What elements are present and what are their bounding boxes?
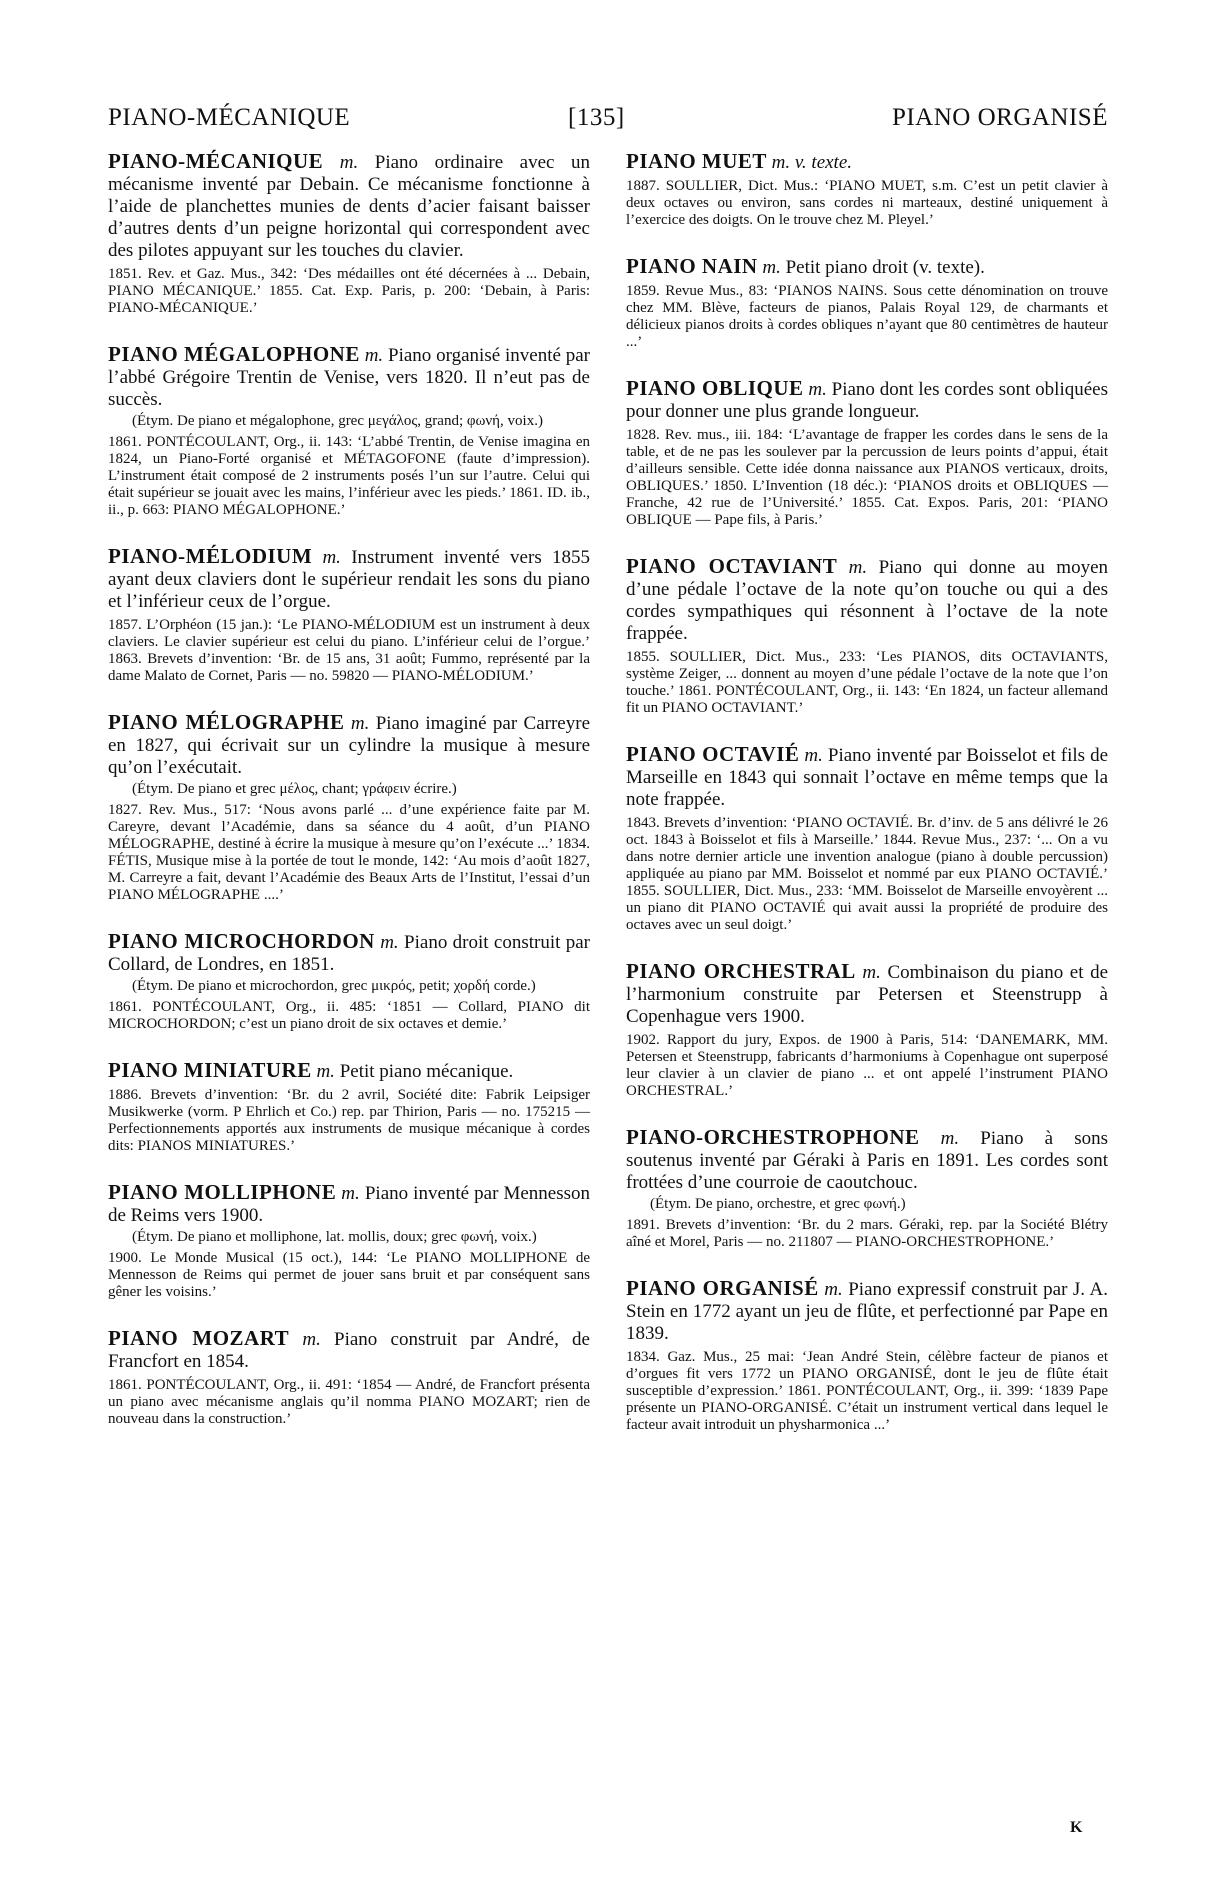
entry-headword: PIANO ORGANISÉ bbox=[626, 1276, 819, 1300]
dictionary-entry bbox=[108, 343, 590, 519]
entry-definition bbox=[108, 1327, 590, 1373]
entry-definition-text: Instrument inventé vers 1855 ayant deux claviers dont le supérieur rendait les sons du piano et l’inférieur ceux de l’orgue. bbox=[108, 547, 591, 612]
entry-gram: m. bbox=[940, 1128, 960, 1149]
entry-gram: m. bbox=[339, 152, 359, 173]
running-head-right: PIANO ORGANISÉ bbox=[891, 104, 1108, 131]
entry-headword: PIANO OCTAVIANT bbox=[626, 554, 838, 578]
entry-definition bbox=[108, 1181, 590, 1227]
entry-definition bbox=[108, 343, 590, 411]
entry-gram: m. bbox=[762, 257, 781, 278]
entry-citations: 1828. Rev. mus., iii. 184: ‘L’avantage de frapper les cordes dans le sens de la table, et de ne pas les soulever par la percussion de leurs points d’appui, était d’ailleurs sensible. Cette idée donna naissance aux PIANOS verticaux, droits, OBLIQUES.’ 1850. L’Invention (18 déc.): ‘PIANOS droits et OBLIQUES — Franche, 42 rue de l’Université.’ 1855. Cat. Expos. Paris, 201: ‘PIANO OBLIQUE — Pape fils, à Paris.’ bbox=[626, 427, 1108, 528]
entry-headword: PIANO MOLLIPHONE bbox=[108, 1180, 337, 1204]
entry-gram: m. bbox=[364, 345, 384, 366]
entry-citations: 1891. Brevets d’invention: ‘Br. du 2 mars. Géraki, rep. par la Société Blétry aîné et Morel, Paris — no. 211807 — PIANO-ORCHESTROPHONE.’ bbox=[626, 1217, 1108, 1250]
entry-definition bbox=[108, 1059, 590, 1083]
entry-citations: 1861. PONTÉCOULANT, Org., ii. 485: ‘1851 — Collard, PIANO dit MICROCHORDON; c’est un piano droit de six octaves et demie.’ bbox=[108, 999, 590, 1032]
entry-headword: PIANO MICROCHORDON bbox=[108, 929, 375, 953]
entry-citations: 1855. SOULLIER, Dict. Mus., 233: ‘Les PIANOS, dits OCTAVIANTS, système Zeiger, ... donnent au moyen d’une pédale l’octave de la note que l’on touche.’ 1861. PONTÉCOULANT, Org., ii. 143: ‘En 1824, un facteur allemand fit un PIANO OCTAVIANT.’ bbox=[626, 649, 1108, 716]
entry-citations: 1900. Le Monde Musical (15 oct.), 144: ‘Le PIANO MOLLIPHONE de Mennesson de Reims qui permet de jouer sans bruit et par conséquent sans gêner les voisins.’ bbox=[108, 1250, 590, 1300]
right-column bbox=[626, 150, 1108, 1460]
entry-definition bbox=[626, 555, 1108, 645]
dictionary-entry bbox=[108, 545, 590, 685]
dictionary-entry bbox=[626, 377, 1108, 529]
entry-definition-text: Piano qui donne au moyen d’une pédale l’octave de la note qu’on touche ou qui a des cordes sympathiques qui résonnent à l’octave de la note frappée. bbox=[626, 557, 1109, 644]
entry-definition-text: Piano construit par André, de Francfort en 1854. bbox=[108, 1329, 590, 1372]
entry-definition bbox=[108, 150, 590, 262]
entry-definition bbox=[108, 711, 590, 779]
entry-citations: 1861. PONTÉCOULANT, Org., ii. 143: ‘L’abbé Trentin, de Venise imagina en 1824, un Piano-Forté organisé et MÉTAGOFONE (faute d’impression). L’instrument était composé de 2 instruments posés l’un sur l’autre. Celui qui était supérieur se jouait avec les mains, l’inférieur avec les pieds.’ 1861. ID. ib., ii., p. 663: PIANO MÉGALOPHONE.’ bbox=[108, 434, 590, 518]
entry-etymology: (Étym. De piano et grec μέλος, chant; γράφειν écrire.) bbox=[132, 781, 457, 797]
entry-gram: m. bbox=[862, 962, 881, 983]
entry-citations: 1887. SOULLIER, Dict. Mus.: ‘PIANO MUET, s.m. C’est un petit clavier à deux octaves ou environ, sans cordes ni marteaux, destiné uniquement à l’exercice des doigts. On le trouve chez M. Pleyel.’ bbox=[626, 178, 1108, 228]
entry-definition bbox=[108, 930, 590, 976]
entry-gram: m. bbox=[848, 557, 868, 578]
entry-definition bbox=[626, 960, 1108, 1028]
entry-definition bbox=[626, 255, 1108, 279]
entry-definition bbox=[626, 377, 1108, 423]
entry-gram: m. bbox=[824, 1279, 843, 1300]
entry-headword: PIANO MUET bbox=[626, 149, 767, 173]
entry-headword: PIANO OCTAVIÉ bbox=[626, 742, 800, 766]
dictionary-entry bbox=[626, 555, 1108, 717]
entry-definition-text: Piano expressif construit par J. A. Stein en 1772 ayant un jeu de flûte, et perfectionné par Pape en 1839. bbox=[626, 1279, 1108, 1344]
dictionary-entry bbox=[108, 1327, 590, 1428]
entry-citations: 1851. Rev. et Gaz. Mus., 342: ‘Des médailles ont été décernées à ... Debain, PIANO MÉCANIQUE.’ 1855. Cat. Exp. Paris, p. 200: ‘Debain, à Paris: PIANO-MÉCANIQUE.’ bbox=[108, 266, 590, 316]
dictionary-entry bbox=[626, 1126, 1108, 1251]
entry-citations: 1857. L’Orphéon (15 jan.): ‘Le PIANO-MÉLODIUM est un instrument à deux claviers. Le clavier supérieur est celui du piano. L’inférieur celui de l’orgue.’ 1863. Brevets d’invention: ‘Br. de 15 ans, 31 août; Fummo, représenté par la dame Malato de Cornet, Paris — no. 59820 — PIANO-MÉLODIUM.’ bbox=[108, 617, 590, 684]
entry-definition-text: Combinaison du piano et de l’harmonium construite par Petersen et Steenstrupp à Copenhague vers 1900. bbox=[626, 962, 1109, 1027]
entry-definition-text: Piano dont les cordes sont obliquées pour donner une plus grande longueur. bbox=[626, 379, 1108, 422]
entry-headword: PIANO-MÉCANIQUE bbox=[108, 149, 324, 173]
entry-citations: 1834. Gaz. Mus., 25 mai: ‘Jean André Stein, célèbre facteur de pianos et d’orgues fit vers 1772 un PIANO ORGANISÉ, dont le jeu de flûte était susceptible d’expression.’ 1861. PONTÉCOULANT, Org., ii. 399: ‘1839 Pape présente un PIANO-ORGANISÉ. C’était un instrument vertical dans lequel le facteur avait introduit un physharmonica ...’ bbox=[626, 1349, 1108, 1433]
dictionary-entry bbox=[626, 150, 1108, 229]
entry-gram: m. bbox=[350, 713, 370, 734]
entry-headword: PIANO MÉGALOPHONE bbox=[108, 342, 360, 366]
entry-headword: PIANO MOZART bbox=[108, 1326, 290, 1350]
entry-definition bbox=[626, 743, 1108, 811]
entry-definition-text: Piano imaginé par Carreyre en 1827, qui écrivait sur un cylindre la musique à mesure qu’on l’exécutait. bbox=[108, 713, 591, 778]
entry-definition-text: Piano organisé inventé par l’abbé Grégoire Trentin de Venise, vers 1820. Il n’eut pas de succès. bbox=[108, 345, 591, 410]
entry-headword: PIANO-ORCHESTROPHONE bbox=[626, 1125, 920, 1149]
dictionary-entry bbox=[108, 150, 590, 317]
entry-gram: m. bbox=[316, 1061, 335, 1082]
dictionary-entry bbox=[108, 1059, 590, 1155]
entry-definition-text: Piano inventé par Boisselot et fils de Marseille en 1843 qui sonnait l’octave en même temps que la note frappée. bbox=[626, 745, 1109, 810]
entry-gram: m. bbox=[808, 379, 827, 400]
entry-gram: m. bbox=[804, 745, 823, 766]
entry-definition-text: Petit piano droit (v. texte). bbox=[785, 257, 985, 278]
entry-etymology: (Étym. De piano et mégalophone, grec μεγάλος, grand; φωνή, voix.) bbox=[132, 413, 543, 429]
entry-definition bbox=[626, 1277, 1108, 1345]
entry-etymology: (Étym. De piano et molliphone, lat. mollis, doux; grec φωνή, voix.) bbox=[132, 1229, 537, 1245]
dictionary-entry bbox=[626, 743, 1108, 934]
entry-gram: m. bbox=[302, 1329, 321, 1350]
entry-definition bbox=[108, 545, 590, 613]
left-column bbox=[108, 150, 590, 1454]
entry-headword: PIANO MINIATURE bbox=[108, 1058, 312, 1082]
entry-definition-text: Piano droit construit par Collard, de Londres, en 1851. bbox=[108, 932, 591, 975]
dictionary-entry bbox=[108, 711, 590, 904]
entry-definition bbox=[626, 1126, 1108, 1194]
page-number: [135] bbox=[568, 104, 625, 131]
entry-definition-text: Petit piano mécanique. bbox=[339, 1061, 514, 1082]
dictionary-entry bbox=[626, 255, 1108, 351]
running-head-left: PIANO-MÉCANIQUE bbox=[108, 104, 351, 131]
entry-citations: 1827. Rev. Mus., 517: ‘Nous avons parlé ... d’une expérience faite par M. Careyre, devant l’Académie, dans sa séance du 4 août, d’un PIANO MÉLOGRAPHE, destiné à écrire la musique à mesure qu’on l’exécute ...’ 1834. FÉTIS, Musique mise à la portée de tout le monde, 142: ‘Au mois d’août 1827, M. Carreyre a fait, devant l’Académie des Beaux Arts de l’Institut, l’essai d’un PIANO MÉLOGRAPHE ....’ bbox=[108, 802, 590, 903]
dictionary-entry bbox=[626, 960, 1108, 1100]
entry-citations: 1902. Rapport du jury, Expos. de 1900 à Paris, 514: ‘DANEMARK, MM. Petersen et Steenstrupp, fabricants d’harmoniums à Copenhague ont superposé leur clavier à un clavier de piano ... et ont appelé l’instrument PIANO ORCHESTRAL.’ bbox=[626, 1032, 1108, 1099]
entry-headword: PIANO-MÉLODIUM bbox=[108, 544, 313, 568]
entry-etymology: (Étym. De piano et microchordon, grec μικρός, petit; χορδή corde.) bbox=[132, 978, 536, 994]
running-head bbox=[108, 104, 1108, 144]
dictionary-entry bbox=[626, 1277, 1108, 1434]
entry-headword: PIANO NAIN bbox=[626, 254, 758, 278]
entry-headword: PIANO ORCHESTRAL bbox=[626, 959, 856, 983]
entry-citations: 1843. Brevets d’invention: ‘PIANO OCTAVIÉ. Br. d’inv. de 5 ans délivré le 26 oct. 1843 à Boisselot et fils à Marseille.’ 1844. Revue Mus., 237: ‘... On a vu dans notre dernier article une invention analogue (piano à double percussion) appliquée au piano par MM. Boisselot et nommé par eux PIANO OCTAVIÉ.’ 1855. SOULLIER, Dict. Mus., 233: ‘MM. Boisselot de Marseille envoyèrent ... un piano dit PIANO OCTAVIÉ qui avait aussi la propriété de produire des octaves avec un seul doigt.’ bbox=[626, 815, 1108, 933]
entry-definition-text: Piano ordinaire avec un mécanisme inventé par Debain. Ce mécanisme fonctionne à l’aide de planchettes munies de dents d’acier faisant baisser d’autres dents d’un peigne horizontal qui correspondent avec des pilotes appuyant sur les touches du clavier. bbox=[108, 152, 591, 261]
signature-mark: K bbox=[1070, 1819, 1083, 1836]
entry-headword: PIANO OBLIQUE bbox=[626, 376, 804, 400]
dictionary-entry bbox=[108, 1181, 590, 1301]
entry-gram: m. bbox=[322, 547, 341, 568]
entry-citations: 1859. Revue Mus., 83: ‘PIANOS NAINS. Sous cette dénomination on trouve chez MM. Blève, facteurs de pianos, Palais Royal 129, de charmants et délicieux pianos droits à cordes obliques n’ayant que 80 centimètres de hauteur ...’ bbox=[626, 283, 1108, 350]
entry-definition-text: Piano inventé par Mennesson de Reims vers 1900. bbox=[108, 1183, 591, 1226]
entry-citations: 1861. PONTÉCOULANT, Org., ii. 491: ‘1854 — André, de Francfort présenta un piano avec mécanisme anglais qu’il nomma PIANO MOZART; rien de nouveau dans la construction.’ bbox=[108, 1377, 590, 1427]
entry-headword: PIANO MÉLOGRAPHE bbox=[108, 710, 345, 734]
entry-gram: m. v. texte. bbox=[771, 152, 853, 173]
entry-definition bbox=[626, 150, 1108, 174]
dictionary-entry bbox=[108, 930, 590, 1033]
entry-definition-text: Piano à sons soutenus inventé par Géraki à Paris en 1891. Les cordes sont frottées d’une courroie de caoutchouc. bbox=[626, 1128, 1109, 1193]
entry-etymology: (Étym. De piano, orchestre, et grec φωνή.) bbox=[650, 1196, 906, 1212]
entry-citations: 1886. Brevets d’invention: ‘Br. du 2 avril, Société dite: Fabrik Leipsiger Musikwerke (vorm. P Ehrlich et Co.) rep. par Thirion, Paris — no. 175215 — Perfectionnements apportés aux instruments de musique mécanique à cordes dits: PIANOS MINIATURES.’ bbox=[108, 1087, 590, 1154]
dictionary-page bbox=[108, 104, 1109, 1836]
entry-gram: m. bbox=[380, 932, 399, 953]
entry-gram: m. bbox=[341, 1183, 360, 1204]
